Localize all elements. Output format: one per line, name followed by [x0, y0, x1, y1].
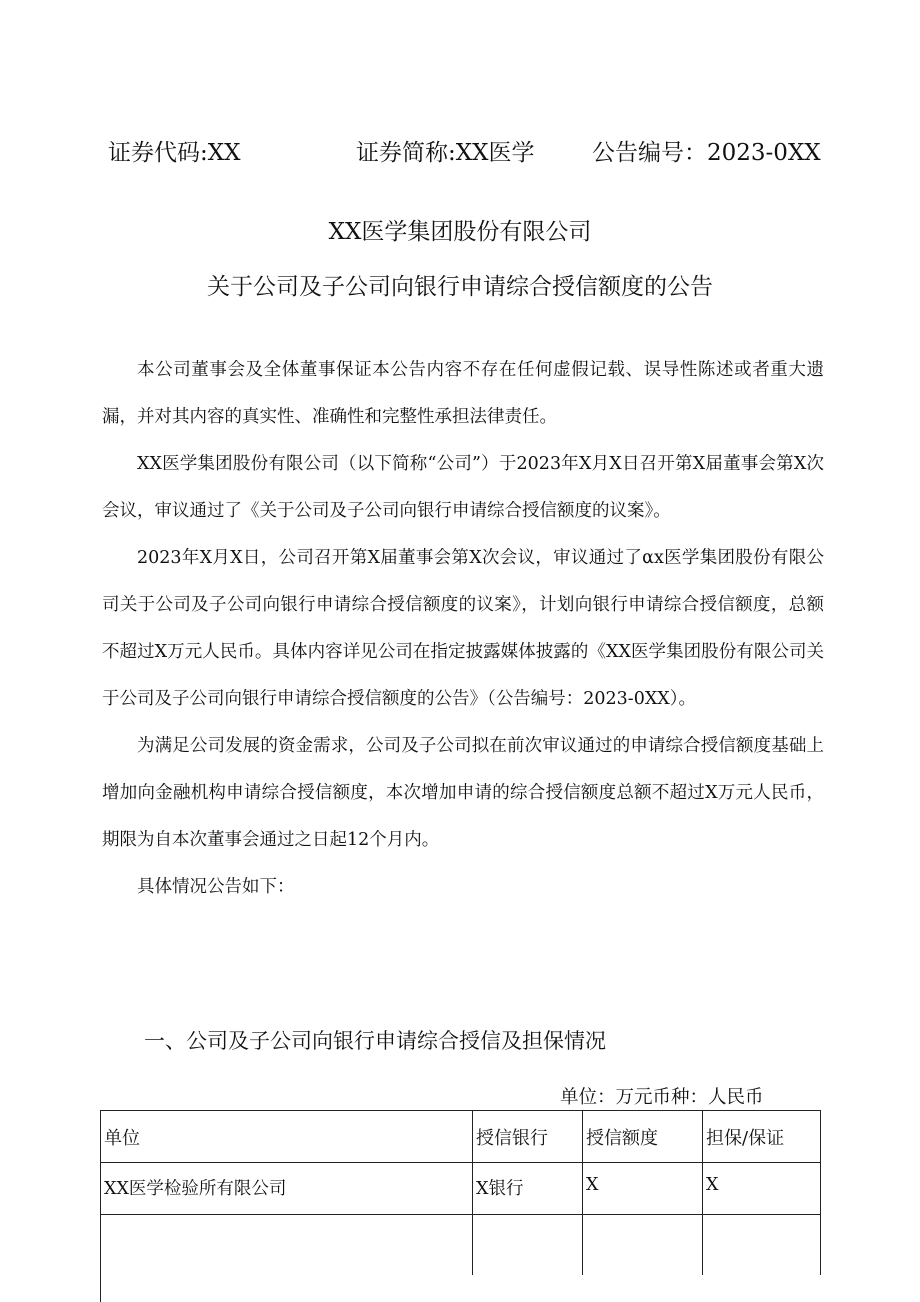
table-cell: X [703, 1163, 821, 1214]
stock-short-name: 证券简称:XX医学 [356, 140, 535, 166]
table-row-continued [101, 1215, 821, 1275]
table-cell-empty [703, 1215, 821, 1275]
table-header-cell: 单位 [101, 1111, 473, 1162]
announcement-body [102, 347, 824, 911]
announcement-title: 关于公司及子公司向银行申请综合授信额度的公告 [207, 274, 713, 300]
table-cell-empty [101, 1215, 473, 1275]
credit-table [100, 1110, 821, 1302]
table-row [101, 1163, 821, 1215]
announcement-number: 公告编号：2023-0XX [592, 140, 821, 166]
company-title: XX医学集团股份有限公司 [328, 219, 592, 245]
paragraph: XX医学集团股份有限公司（以下简称“公司”）于2023年X月X日召开第X届董事会第X次会议，审议通过了《关于公司及子公司向银行申请综合授信额度的议案》。 [102, 454, 824, 521]
table-header-cell: 担保/保证 [703, 1111, 821, 1162]
section-heading: 一、公司及子公司向银行申请综合授信及担保情况 [144, 1029, 606, 1053]
table-header-cell: 授信额度 [583, 1111, 703, 1162]
table-cell: XX医学检验所有限公司 [101, 1163, 473, 1214]
paragraph: 2023年X月X日，公司召开第X届董事会第X次会议，审议通过了αx医学集团股份有限公司关于公司及子公司向银行申请综合授信额度的议案》，计划向银行申请综合授信额度，总额不超过X万元人民币。具体内容详见公司在指定披露媒体披露的《XX医学集团股份有限公司关于公司及子公司向银行申请综合授信额度的公告》（公告编号：2023-0XX）。 [102, 548, 824, 709]
table-cell: X [583, 1163, 703, 1214]
paragraph: 具体情况公告如下： [137, 877, 295, 897]
stock-code: 证券代码:XX [108, 140, 241, 166]
unit-note: 单位：万元币种：人民币 [560, 1087, 764, 1108]
table-cell-empty [583, 1215, 703, 1275]
table-header-cell: 授信银行 [473, 1111, 583, 1162]
table-cell: X银行 [473, 1163, 583, 1214]
table-cell-empty [473, 1215, 583, 1275]
table-header-row [101, 1111, 821, 1163]
announcement-header [0, 134, 920, 168]
paragraph: 本公司董事会及全体董事保证本公告内容不存在任何虚假记载、误导性陈述或者重大遗漏，并对其内容的真实性、准确性和完整性承担法律责任。 [102, 360, 824, 427]
paragraph: 为满足公司发展的资金需求，公司及子公司拟在前次审议通过的申请综合授信额度基础上增加向金融机构申请综合授信额度，本次增加申请的综合授信额度总额不超过X万元人民币，期限为自本次董事会通过之日起12个月内。 [102, 736, 824, 850]
